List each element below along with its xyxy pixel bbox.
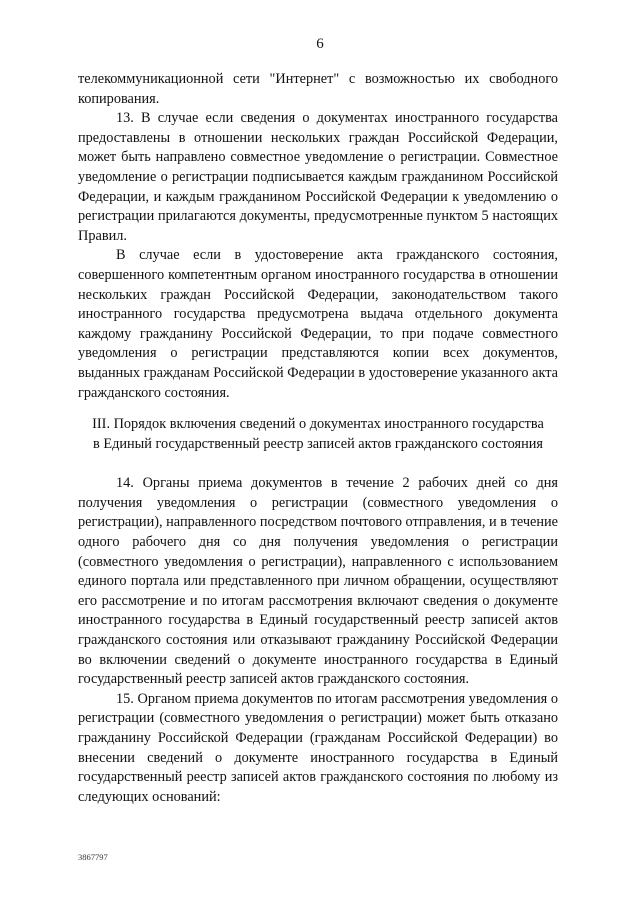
page-number: 6: [316, 36, 324, 52]
section-heading-line-1: III. Порядок включения сведений о документах иностранного государства: [92, 416, 544, 433]
paragraph-13-second: В случае если в удостоверение акта гражданского состояния, совершенного компетентным органом иностранного государства в отношении нескольких граждан Российской Федерации, законодательством такого иностранного государства предусмотрена выдача отдельного документа каждому гражданину Российской Федерации, то при подаче совместного уведомления о регистрации представляются копии всех документов, выданных гражданам Российской Федерации в удостоверение указанного акта гражданского состояния.: [78, 247, 558, 401]
paragraph-continuation: телекоммуникационной сети "Интернет" с возможностью их свободного копирования.: [78, 71, 558, 107]
paragraph-14: 14. Органы приема документов в течение 2 рабочих дней со дня получения уведомления о регистрации (совместного уведомления о регистрации), направленного посредством почтового отправления, и в течение одного рабочего дня со дня получения уведомления о регистрации (совместного уведомления о регистрации), направленного с использованием единого портала или представленного при личном обращении, осуществляют его рассмотрение и по итогам рассмотрения включают сведения о документе иностранного государства в Единый государственный реестр записей актов гражданского состояния или отказывают гражданину Российской Федерации во включении сведений о документе иностранного государства в Единый государственный реестр записей актов гражданского состояния.: [78, 475, 558, 688]
document-body: [78, 70, 558, 807]
section-heading-line-2: в Единый государственный реестр записей актов гражданского состояния: [93, 435, 543, 452]
section-heading: [78, 415, 558, 454]
document-id: 3867797: [78, 852, 108, 862]
paragraph-13: 13. В случае если сведения о документах иностранного государства предоставлены в отношении нескольких граждан Российской Федерации, может быть направлено совместное уведомление о регистрации. Совместное уведомление о регистрации подписывается каждым гражданином Российской Федерации, и каждым гражданином Российской Федерации к уведомлению о регистрации прилагаются документы, предусмотренные пунктом 5 настоящих Правил.: [78, 110, 558, 244]
paragraph-15: 15. Органом приема документов по итогам рассмотрения уведомления о регистрации (совместного уведомления о регистрации) может быть отказано гражданину Российской Федерации (гражданам Российской Федерации) во внесении сведений о документе иностранного государства в Единый государственный реестр записей актов гражданского состояния по любому из следующих оснований:: [78, 690, 558, 805]
